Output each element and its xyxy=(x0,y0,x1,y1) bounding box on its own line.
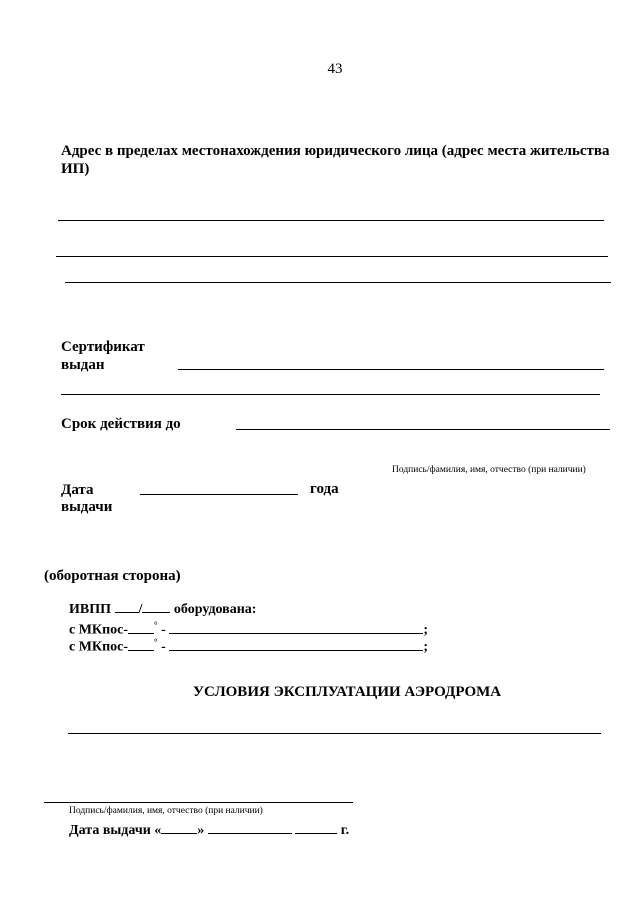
ils-value-blank xyxy=(169,621,423,634)
year-label: года xyxy=(310,481,339,497)
validity-line xyxy=(236,429,610,430)
semicolon: ; xyxy=(423,639,428,655)
certificate-issuer-line xyxy=(178,369,604,370)
address-heading: Адрес в пределах местонахождения юридического лица (адрес места жительства ИП) xyxy=(61,143,610,177)
address-line-1 xyxy=(58,220,604,221)
signature-caption-top: Подпись/фамилия, имя, отчество (при наличии) xyxy=(392,465,586,475)
page-number: 43 xyxy=(327,61,343,77)
certificate-label: Сертификат xyxy=(61,339,145,355)
closing-quote: » xyxy=(197,823,205,838)
ils-course-blank xyxy=(128,638,154,651)
conditions-line xyxy=(68,733,601,734)
ils-prefix: с МКпос- xyxy=(69,639,129,655)
dash: - xyxy=(161,622,166,638)
address-line-2 xyxy=(56,256,608,257)
issue-date-full-line xyxy=(69,821,349,839)
runway-suffix: оборудована: xyxy=(173,602,257,617)
degree-sign: ° xyxy=(154,620,158,630)
signature-caption-bottom: Подпись/фамилия, имя, отчество (при наличии) xyxy=(69,806,263,816)
issue-date-line xyxy=(140,494,298,495)
validity-label: Срок действия до xyxy=(61,416,181,432)
runway-slash: / xyxy=(138,602,143,617)
reverse-side-label: (оборотная сторона) xyxy=(44,568,181,584)
ils-prefix: с МКпос- xyxy=(69,622,129,638)
degree-sign: ° xyxy=(154,637,158,647)
signature-line xyxy=(44,802,353,803)
year-abbrev: г. xyxy=(340,823,350,838)
month-blank xyxy=(208,821,292,834)
issue-date-full-label: Дата выдачи « xyxy=(69,823,162,838)
certificate-issuer-line-2 xyxy=(61,394,600,395)
year-blank xyxy=(295,821,337,834)
ils-value-blank xyxy=(169,638,423,651)
conditions-heading: УСЛОВИЯ ЭКСПЛУАТАЦИИ АЭРОДРОМА xyxy=(193,684,502,700)
runway-number-blank xyxy=(115,600,139,613)
runway-line xyxy=(69,600,256,618)
dash: - xyxy=(161,639,166,655)
ils-course-blank xyxy=(128,621,154,634)
semicolon: ; xyxy=(423,622,428,638)
certificate-issued-label: выдан xyxy=(61,357,105,373)
runway-number-blank-2 xyxy=(142,600,170,613)
runway-prefix: ИВПП xyxy=(69,602,112,617)
day-blank xyxy=(161,821,197,834)
address-line-3 xyxy=(65,282,611,283)
issue-date-label: Дата xyxy=(61,482,94,498)
ils-line-2 xyxy=(69,634,428,656)
issue-date-label-2: выдачи xyxy=(61,499,113,515)
